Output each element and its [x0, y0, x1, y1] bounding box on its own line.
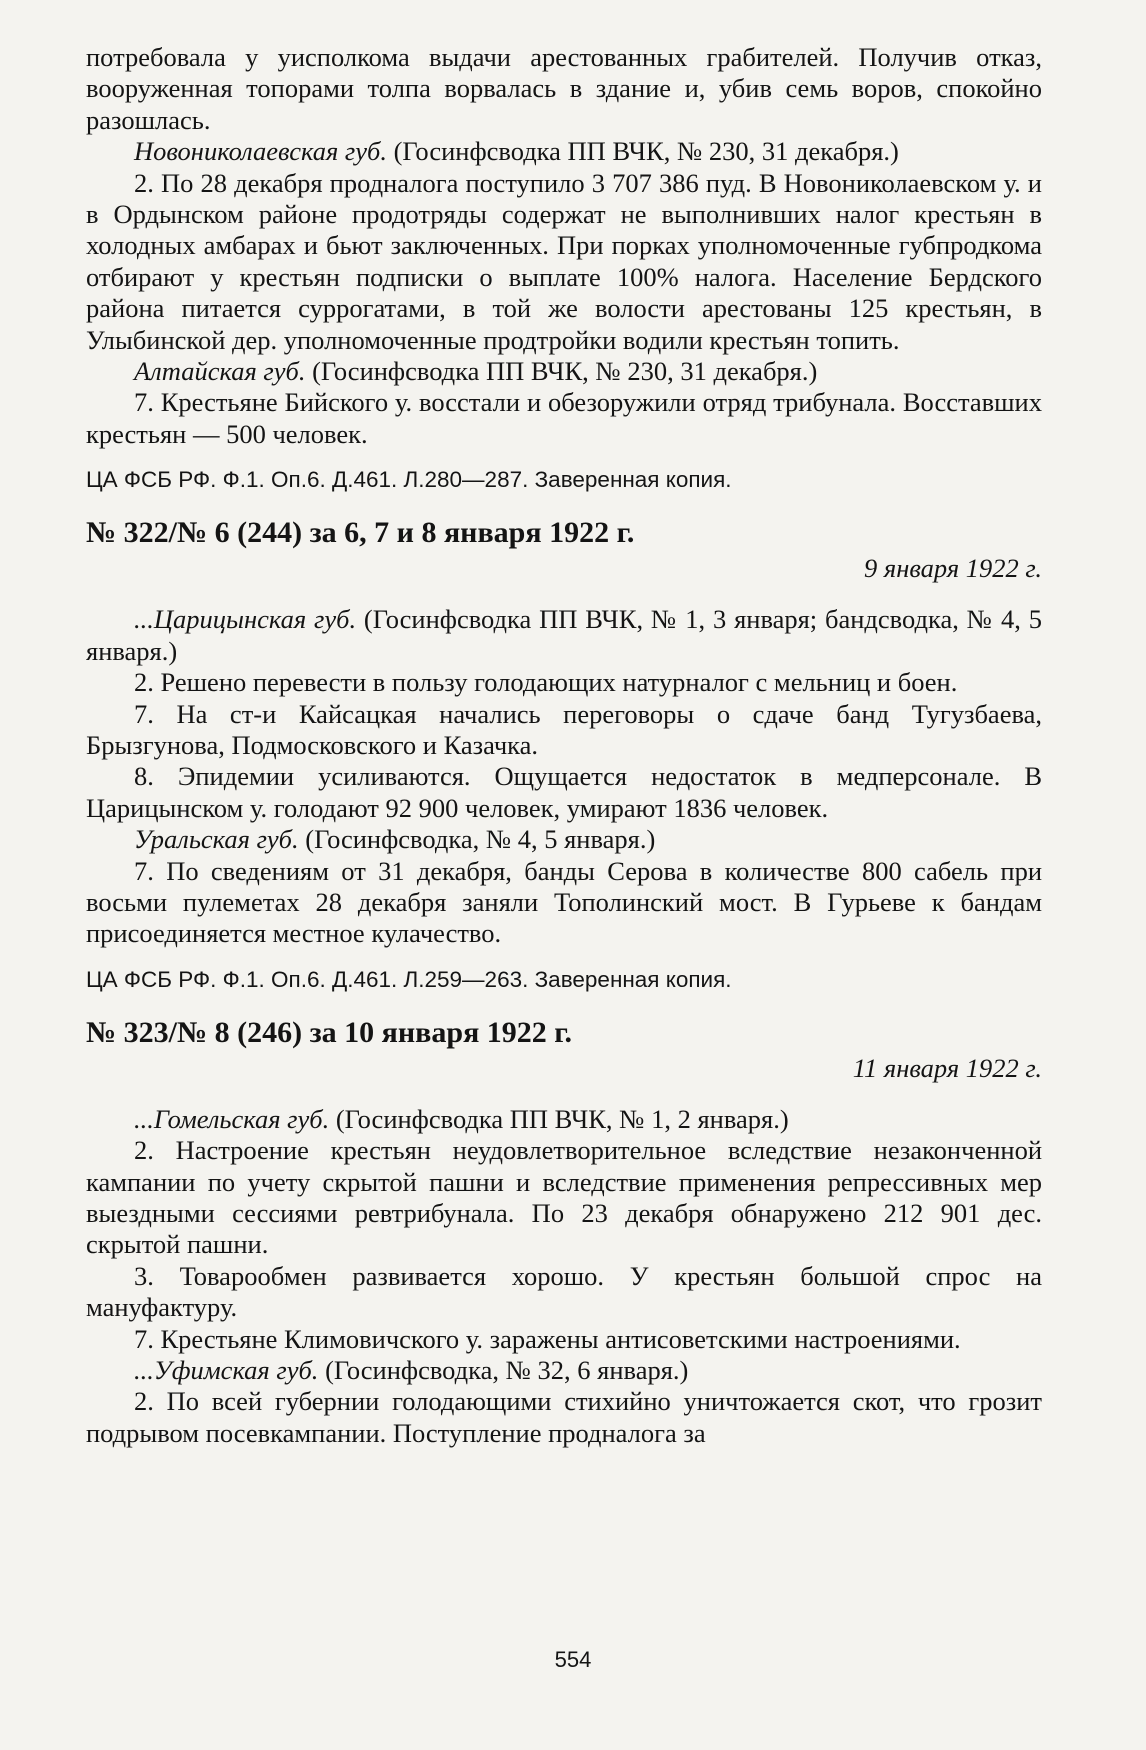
archive-reference: ЦА ФСБ РФ. Ф.1. Оп.6. Д.461. Л.259—263. Заверенная копия.	[86, 966, 732, 992]
source-line-novonikolaevsk	[86, 136, 1042, 167]
region-name: Новониколаевская губ.	[134, 136, 387, 167]
source-line-altai	[86, 356, 1042, 387]
source-reference: (Госинфсводка ПП ВЧК, № 230, 31 декабря.)	[386, 136, 899, 167]
paragraph: 7. По сведениям от 31 декабря, банды Серова в количестве 800 сабель при восьми пулеметах 28 декабря заняли Тополинский мост. В Гурьеве к бандам присоединяется местное кулачество.	[86, 855, 1042, 949]
paragraph-continued: потребовала у уисполкома выдачи арестованных грабителей. Получив отказ, вооруженная топорами толпа ворвалась в здание и, убив семь воров, спокойно разошлась.	[86, 42, 1042, 135]
region-name: ...Царицынская губ.	[134, 604, 357, 635]
archive-reference: ЦА ФСБ РФ. Ф.1. Оп.6. Д.461. Л.280—287. Заверенная копия.	[86, 467, 732, 493]
paragraph: 3. Товарообмен развивается хорошо. У крестьян большой спрос на мануфактуру.	[86, 1260, 1042, 1323]
source-reference: (Госинфсводка, № 32, 6 января.)	[318, 1355, 689, 1385]
page-number: 554	[554, 1647, 592, 1672]
paragraph: 2. Настроение крестьян неудовлетворительное вследствие незаконченной кампании по учету скрытой пашни и вследствие применения репрессивных мер выездными сессиями ревтрибунала. По 23 декабря обнаружено 212 901 дес. скрытой пашни.	[86, 1135, 1042, 1260]
region-name: ...Гомельская губ.	[134, 1103, 330, 1134]
source-reference: (Госинфсводка ПП ВЧК, № 230, 31 декабря.)	[305, 356, 818, 387]
paragraph: 7. На ст-и Кайсацкая начались переговоры о сдаче банд Тугузбаева, Брызгунова, Подмосковского и Казачка.	[86, 698, 1042, 760]
region-name: ...Уфимская губ.	[134, 1355, 319, 1385]
document-heading-322: № 322/№ 6 (244) за 6, 7 и 8 января 1922 г.	[86, 516, 635, 550]
paragraph: 7. Крестьяне Климовичского у. заражены антисоветскими настроениями.	[134, 1323, 961, 1354]
source-reference: (Госинфсводка, № 4, 5 января.)	[298, 824, 656, 855]
source-reference: (Госинфсводка ПП ВЧК, № 1, 2 января.)	[329, 1103, 789, 1134]
document-date: 11 января 1922 г.	[852, 1052, 1042, 1083]
paragraph: 2. По всей губернии голодающими стихийно уничтожается скот, что грозит подрывом посевкампании. Поступление продналога за	[86, 1386, 1042, 1448]
source-line-tsaritsyn	[86, 604, 1042, 667]
paragraph: 2. Решено перевести в пользу голодающих натурналог с мельниц и боен.	[134, 667, 958, 698]
source-line-ural	[86, 824, 1042, 855]
region-name: Алтайская губ.	[134, 356, 306, 387]
region-name: Уральская губ.	[134, 824, 299, 855]
document-date: 9 января 1922 г.	[864, 553, 1042, 584]
paragraph: 8. Эпидемии усиливаются. Ощущается недостаток в медперсонале. В Царицынском у. голодают 92 900 человек, умирают 1836 человек.	[86, 761, 1042, 823]
source-reference: (Госинфсводка ПП ВЧК, № 1, 3 января; бандсводка, № 4, 5 января.)	[86, 604, 1042, 666]
paragraph: 2. По 28 декабря продналога поступило 3 707 386 пуд. В Новониколаевском у. и в Ордынском районе продотряды содержат не выполнивших налог крестьян в холодных амбарах и бьют заключенных. При порках уполномоченные губпродкома отбирают у крестьян подписки о выплате 100% налога. Население Бердского района питается суррогатами, в той же волости арестованы 125 крестьян, в Улыбинской дер. уполномоченные продтройки водили крестьян топить.	[86, 167, 1042, 355]
source-line-ufa	[86, 1355, 1042, 1386]
document-heading-323: № 323/№ 8 (246) за 10 января 1922 г.	[86, 1015, 573, 1049]
source-line-gomel	[86, 1104, 1042, 1135]
paragraph: 7. Крестьяне Бийского у. восстали и обезоружили отряд трибунала. Восставших крестьян — 500 человек.	[86, 387, 1042, 449]
